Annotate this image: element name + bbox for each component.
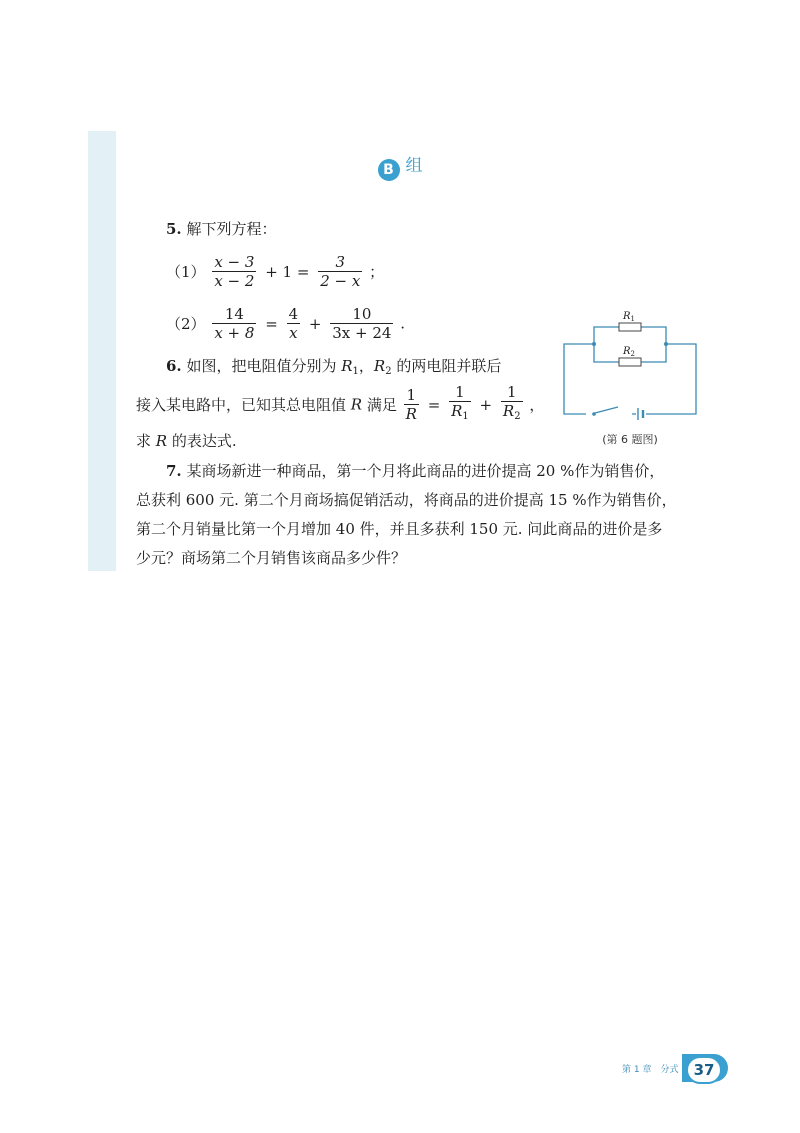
question-6-fraction-r1 bbox=[449, 383, 471, 426]
equation-2-plus: + bbox=[308, 314, 322, 333]
question-6-text-3b: 的表达式. bbox=[167, 432, 237, 450]
question-6-total-numerator: 1 bbox=[406, 386, 417, 404]
question-6-r2-letter: R bbox=[373, 357, 386, 375]
group-label: 组 bbox=[405, 156, 423, 176]
question-5-text: 解下列方程： bbox=[186, 220, 277, 238]
question-6-text-2b: 满足 bbox=[362, 396, 397, 414]
question-6-r1-fraction-subscript: 1 bbox=[462, 411, 469, 422]
equation-2-b-denominator: x bbox=[287, 323, 301, 342]
equation-1-lhs-fraction bbox=[212, 253, 256, 290]
question-6-r1-fraction-numerator: 1 bbox=[455, 383, 465, 401]
junction-right bbox=[664, 342, 668, 346]
equation-1-lhs-numerator: x − 3 bbox=[214, 253, 255, 271]
equation-1-end: ； bbox=[369, 263, 385, 281]
equation-1-lhs-denominator: x − 2 bbox=[214, 272, 255, 290]
question-7-line-4: 少元？商场第二个月销售该商品多少件？ bbox=[136, 549, 407, 567]
question-6-r1 bbox=[341, 357, 359, 375]
question-6-text-3a: 求 bbox=[136, 432, 156, 450]
question-7-number: 7. bbox=[166, 462, 182, 480]
question-5-heading bbox=[166, 218, 276, 239]
junction-left bbox=[592, 342, 596, 346]
chapter-label: 第 1 章 分式 bbox=[622, 1065, 679, 1075]
equation-1-plus-one: + 1 = bbox=[265, 262, 310, 281]
equation-1-rhs-fraction bbox=[318, 253, 362, 290]
question-6-line-3-r: R bbox=[155, 432, 168, 450]
equation-2-a-numerator: 14 bbox=[224, 305, 244, 323]
question-6-r1-letter: R bbox=[341, 357, 353, 375]
question-6-r1-fraction-denominator bbox=[449, 401, 471, 426]
equation-2 bbox=[166, 305, 405, 342]
group-badge: B bbox=[378, 159, 400, 181]
question-6-line-1 bbox=[166, 355, 501, 377]
question-6-comma: ， bbox=[358, 357, 374, 375]
question-6-fraction-total bbox=[404, 386, 419, 423]
figure-caption: (第 6 题图) bbox=[602, 433, 658, 446]
parallel-circuit-diagram bbox=[560, 308, 700, 420]
circuit-label-r2: $R_2$ bbox=[623, 346, 635, 358]
question-6-text-2a: 接入某电路中，已知其总电阻值 bbox=[136, 396, 351, 414]
question-6-r2 bbox=[374, 357, 392, 375]
question-6-text-1b: 的两电阻并联后 bbox=[391, 357, 502, 375]
question-5-number: 5. bbox=[166, 220, 182, 238]
equation-1 bbox=[166, 253, 384, 290]
equation-2-b-numerator: 4 bbox=[288, 305, 299, 323]
question-6-r2-fraction-letter: R bbox=[502, 402, 515, 420]
equation-2-c-numerator: 10 bbox=[352, 305, 372, 323]
question-6-r1-subscript: 1 bbox=[352, 366, 359, 377]
equation-2-a-denominator: x + 8 bbox=[214, 324, 255, 342]
question-6-r2-fraction-subscript: 2 bbox=[514, 411, 521, 422]
question-6-fraction-r2 bbox=[501, 383, 523, 426]
equation-2-c-denominator: 3x + 24 bbox=[332, 324, 392, 342]
section-title bbox=[0, 151, 800, 181]
equation-1-rhs-denominator: 2 − x bbox=[320, 272, 361, 290]
equation-2-end: . bbox=[400, 314, 406, 333]
equation-2-fraction-c bbox=[330, 305, 393, 342]
question-6-r1-fraction-letter: R bbox=[451, 402, 463, 420]
equation-1-rhs-numerator: 3 bbox=[335, 253, 346, 271]
question-6-r2-fraction-numerator: 1 bbox=[506, 383, 517, 401]
page-number: 37 bbox=[686, 1056, 722, 1084]
question-6-line-2 bbox=[136, 383, 544, 426]
question-7-line-3: 第二个月销量比第一个月增加 40 件，并且多获利 150 元. 问此商品的进价是多 bbox=[136, 520, 663, 538]
equation-2-label: （2） bbox=[166, 315, 206, 333]
question-7-text-1: 某商场新进一种商品，第一个月将此商品的进价提高 20 %作为销售价， bbox=[186, 462, 665, 480]
question-7-line-2: 总获利 600 元. 第二个月商场搞促销活动，将商品的进价提高 15 %作为销售价， bbox=[136, 491, 677, 509]
question-6-line-3 bbox=[136, 430, 237, 451]
question-6-line-2-end: ， bbox=[529, 396, 545, 414]
equation-2-fraction-b bbox=[287, 305, 301, 342]
equation-1-label: （1） bbox=[166, 263, 206, 281]
resistor-r2-symbol bbox=[619, 358, 641, 366]
question-6-total-denominator: R bbox=[405, 405, 417, 423]
question-6-r2-fraction-denominator bbox=[501, 401, 523, 426]
equation-2-fraction-a bbox=[212, 305, 256, 342]
question-6-equals: = bbox=[427, 395, 441, 414]
question-7-line-1 bbox=[166, 460, 664, 481]
sidebar-band bbox=[88, 131, 116, 571]
question-6-r2-subscript: 2 bbox=[385, 366, 392, 377]
question-6-text-1a: 如图，把电阻值分别为 bbox=[186, 357, 342, 375]
question-6-plus: + bbox=[479, 395, 493, 414]
circuit-label-r1: $R_1$ bbox=[623, 311, 635, 323]
question-6-r: R bbox=[350, 395, 363, 414]
resistor-r1-symbol bbox=[619, 323, 641, 331]
equation-2-equals: = bbox=[265, 314, 278, 333]
question-6-number: 6. bbox=[166, 357, 182, 375]
